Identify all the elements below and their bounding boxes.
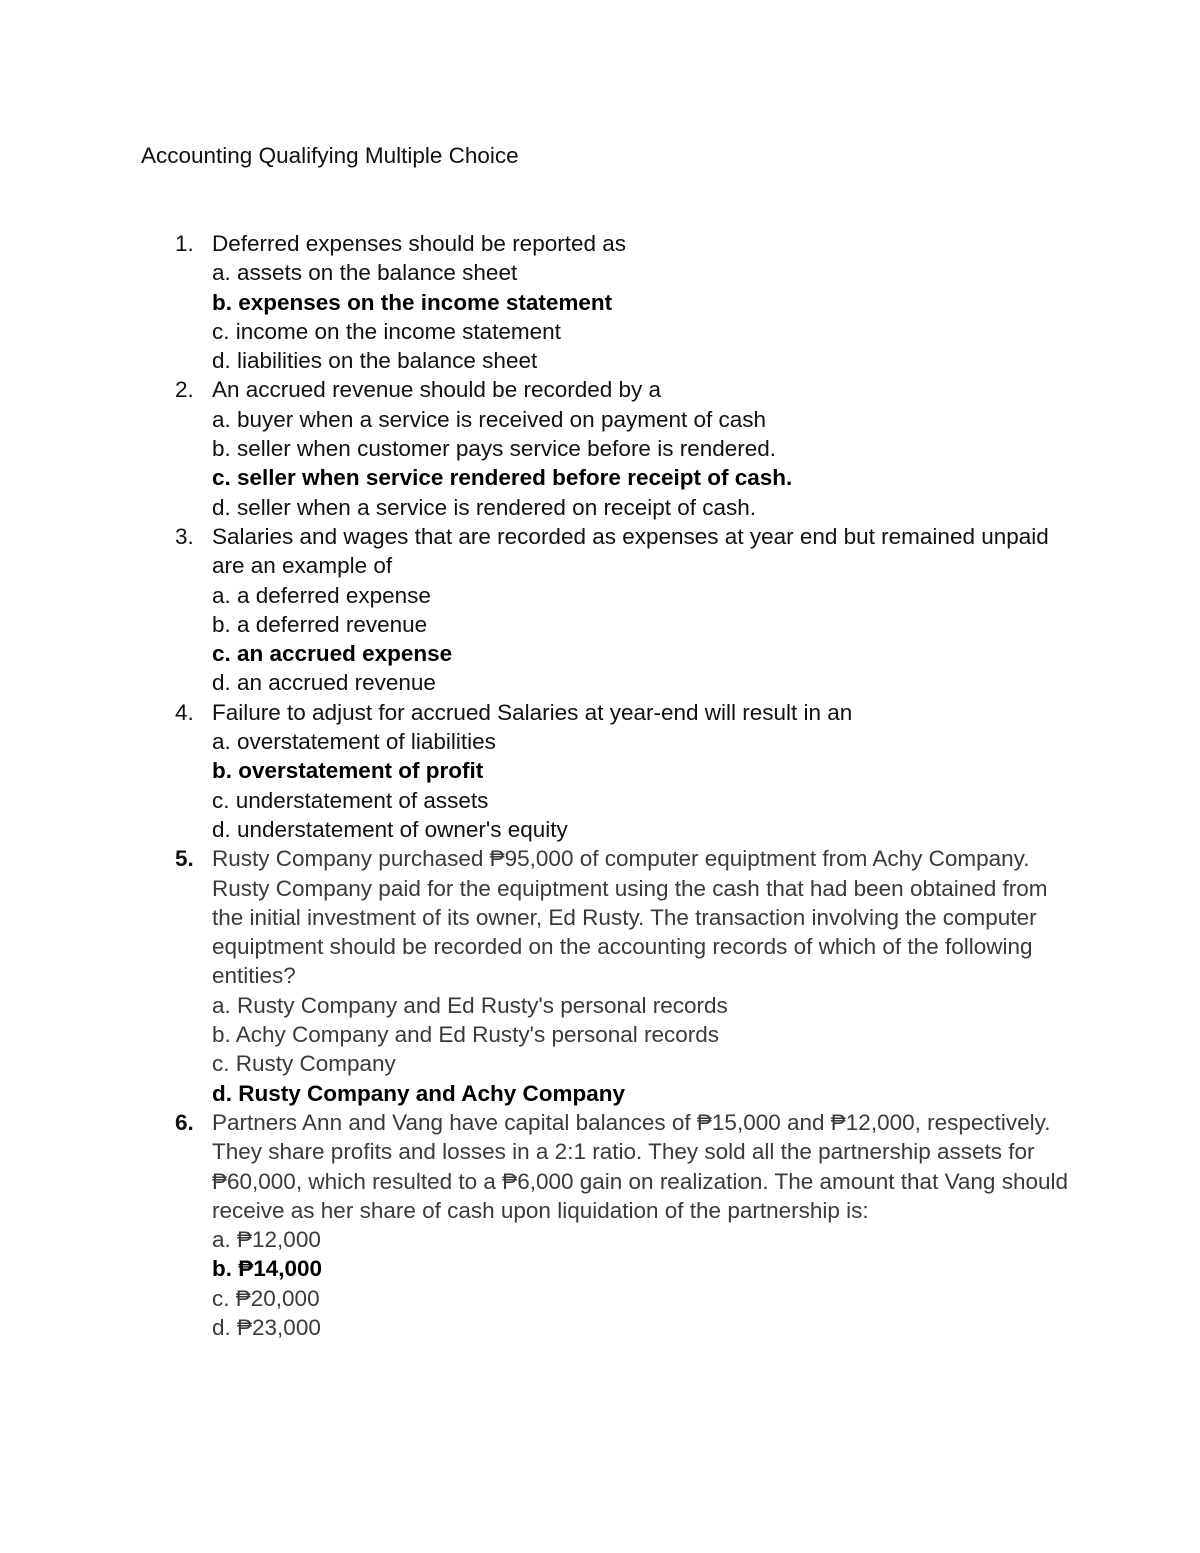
option-a: a. Rusty Company and Ed Rusty's personal records	[212, 992, 728, 1018]
option-c-correct: c. seller when service rendered before receipt of cash.	[212, 465, 793, 491]
option-b-correct: b. overstatement of profit	[212, 758, 484, 784]
question-stem: Partners Ann and Vang have capital balances of ₱15,000 and ₱12,000, respectively. They share profits and losses in a 2:1 ratio. They sold all the partnership assets for ₱60,000, which resulted to a ₱6,000 gain on realization. The amount that Vang should receive as her share of cash upon liquidation of the partnership is:	[212, 1109, 1068, 1223]
option-list	[212, 258, 1200, 375]
option-a: a. overstatement of liabilities	[212, 729, 496, 755]
question-stem: Deferred expenses should be reported as	[212, 231, 627, 256]
question-number: 2.	[175, 377, 194, 403]
question-4	[0, 698, 1200, 844]
option-d: d. seller when a service is rendered on receipt of cash.	[212, 494, 757, 520]
option-list	[212, 991, 1200, 1108]
option-c: c. understatement of assets	[212, 787, 489, 813]
option-b: b. Achy Company and Ed Rusty's personal records	[212, 1022, 720, 1048]
option-d: d. ₱23,000	[212, 1314, 321, 1340]
question-stem: Failure to adjust for accrued Salaries at year-end will result in an	[212, 699, 853, 725]
option-b: b. seller when customer pays service before is rendered.	[212, 436, 777, 462]
option-c: c. Rusty Company	[212, 1051, 396, 1077]
option-b-correct: b. ₱14,000	[212, 1256, 323, 1282]
question-5	[0, 844, 1200, 1108]
option-d: d. understatement of owner's equity	[212, 816, 568, 842]
option-list	[212, 727, 1200, 844]
question-stem: Rusty Company purchased ₱95,000 of computer equiptment from Achy Company. Rusty Company paid for the equiptment using the cash that had been obtained from the initial investment of its owner, Ed Rusty. The transaction involving the computer equiptment should be recorded on the accounting records of which of the following entities?	[212, 846, 1048, 989]
option-list	[212, 1225, 1200, 1342]
option-d: d. liabilities on the balance sheet	[212, 348, 538, 374]
option-d-correct: d. Rusty Company and Achy Company	[212, 1080, 625, 1106]
option-c: c. income on the income statement	[212, 318, 561, 344]
document-title: Accounting Qualifying Multiple Choice	[141, 143, 519, 168]
question-6	[0, 1108, 1200, 1342]
question-number: 5.	[175, 846, 194, 872]
question-1	[0, 229, 1200, 375]
option-a: a. assets on the balance sheet	[212, 260, 518, 286]
question-3	[0, 522, 1200, 698]
option-c: c. ₱20,000	[212, 1285, 320, 1311]
question-2	[0, 375, 1200, 521]
option-a: a. ₱12,000	[212, 1227, 321, 1253]
question-number: 4.	[175, 699, 194, 725]
question-stem: An accrued revenue should be recorded by a	[212, 377, 662, 403]
question-list	[0, 229, 1200, 1342]
option-a: a. a deferred expense	[212, 582, 431, 608]
option-list	[212, 581, 1200, 698]
option-d: d. an accrued revenue	[212, 670, 436, 696]
option-a: a. buyer when a service is received on payment of cash	[212, 406, 767, 432]
option-list	[212, 405, 1200, 522]
option-b: b. a deferred revenue	[212, 611, 428, 637]
option-b-correct: b. expenses on the income statement	[212, 289, 613, 315]
question-number: 1.	[175, 231, 194, 256]
question-number: 3.	[175, 523, 194, 549]
option-c-correct: c. an accrued expense	[212, 641, 453, 667]
question-stem: Salaries and wages that are recorded as expenses at year end but remained unpaid are an example of	[212, 523, 1049, 579]
question-number: 6.	[175, 1109, 194, 1135]
